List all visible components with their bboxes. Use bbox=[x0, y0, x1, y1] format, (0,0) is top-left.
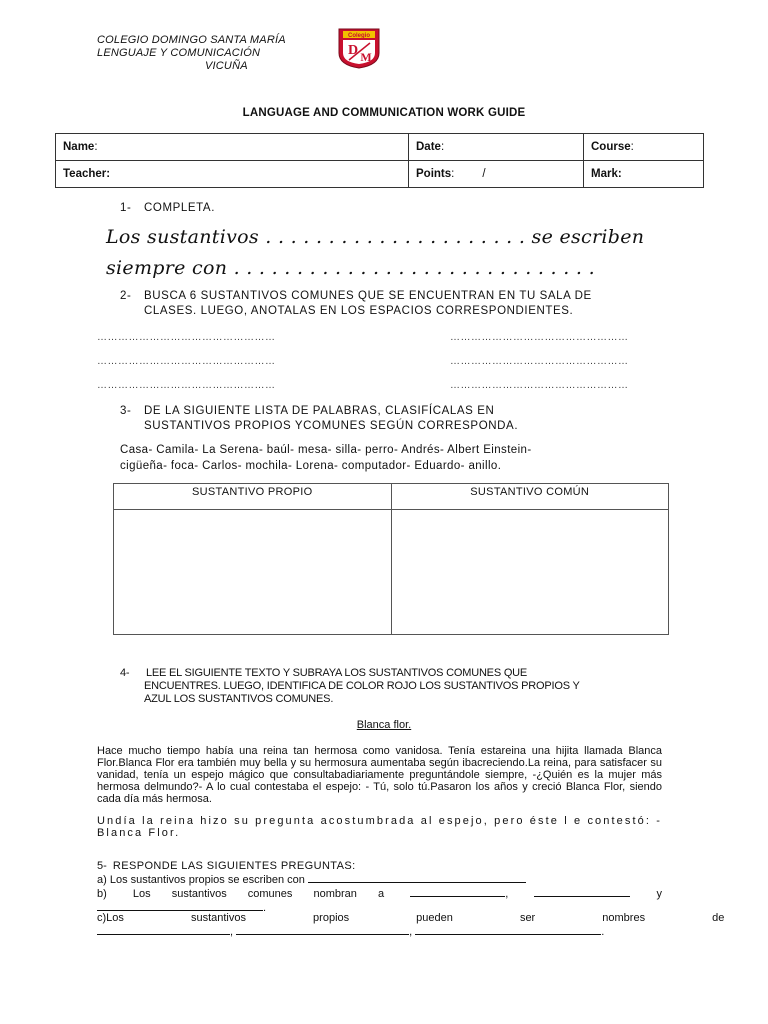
logo-caption: Colegio bbox=[348, 33, 370, 39]
date-label: Date bbox=[416, 141, 441, 153]
question-5a bbox=[97, 873, 526, 887]
answer-blank-6[interactable]: …………………………………………… bbox=[450, 380, 629, 391]
question-5b bbox=[97, 887, 662, 915]
question-5b-text: Los sustantivos comunes nombran a bbox=[132, 888, 385, 900]
word-list-line-1: Casa- Camila- La Serena- baúl- mesa- silla- perro- Andrés- Albert Einstein- bbox=[120, 444, 532, 456]
logo-letter-d: D bbox=[347, 43, 359, 58]
question-3-line-1: DE LA SIGUIENTE LISTA DE PALABRAS, CLASIFÍCALAS EN bbox=[144, 405, 495, 417]
question-5-heading bbox=[97, 860, 356, 873]
school-header bbox=[97, 34, 286, 73]
logo-letter-m: M bbox=[360, 50, 372, 64]
mark-label: Mark: bbox=[591, 168, 622, 180]
word-list bbox=[120, 442, 532, 474]
story-text bbox=[97, 745, 662, 839]
common-nouns-answer-cell[interactable] bbox=[391, 510, 669, 635]
date-cell[interactable]: Date: bbox=[409, 134, 584, 161]
mark-cell[interactable] bbox=[584, 161, 704, 188]
name-label: Name bbox=[63, 141, 95, 153]
question-3-line-2: SUSTANTIVOS PROPIOS YCOMUNES SEGÚN CORRESPONDA. bbox=[144, 420, 519, 432]
q1-line1-start: Los sustantivos bbox=[106, 226, 259, 248]
question-5-number: 5- bbox=[97, 860, 107, 872]
word-list-line-2: cigüeña- foca- Carlos- mochila- Lorena- computador- Eduardo- anillo. bbox=[120, 460, 502, 472]
question-5c-blank-3[interactable] bbox=[415, 925, 601, 935]
question-5c-label: c) bbox=[97, 912, 107, 924]
answer-blank-1[interactable]: …………………………………………… bbox=[97, 332, 276, 343]
comma: , bbox=[505, 888, 509, 900]
question-4-line-2: ENCUENTRES. LUEGO, IDENTIFICA DE COLOR ROJO LOS SUSTANTIVOS PROPIOS Y bbox=[144, 680, 580, 692]
proper-nouns-answer-cell[interactable] bbox=[114, 510, 392, 635]
question-5a-text: a) Los sustantivos propios se escriben con bbox=[97, 874, 305, 886]
question-5-instruction: RESPONDE LAS SIGUIENTES PREGUNTAS: bbox=[112, 860, 356, 872]
comma: , bbox=[409, 926, 413, 938]
teacher-label: Teacher: bbox=[63, 168, 111, 180]
q1-line1-blank[interactable]: . . . . . . . . . . . . . . . . . . . . . bbox=[265, 226, 526, 248]
school-city: VICUÑA bbox=[205, 60, 248, 72]
question-4-line-1: LEE EL SIGUIENTE TEXTO Y SUBRAYA LOS SUSTANTIVOS COMUNES QUE bbox=[146, 667, 528, 679]
school-logo-icon bbox=[336, 27, 382, 69]
points-cell[interactable]: Points: / bbox=[409, 161, 584, 188]
question-5b-label: b) bbox=[97, 888, 107, 900]
points-label: Points bbox=[416, 168, 452, 180]
course-cell[interactable]: Course: bbox=[584, 134, 704, 161]
question-5c bbox=[97, 912, 725, 939]
q1-line2-start: siempre con bbox=[106, 257, 228, 279]
classification-table bbox=[113, 483, 669, 635]
points-slash: / bbox=[482, 168, 486, 180]
answer-blank-4[interactable]: …………………………………………… bbox=[450, 356, 629, 367]
question-4-number: 4- bbox=[120, 667, 130, 679]
question-5c-blank-1[interactable] bbox=[97, 925, 230, 935]
answer-blank-5[interactable]: …………………………………………… bbox=[97, 380, 276, 391]
question-5b-blank-1[interactable] bbox=[410, 887, 505, 897]
period: . bbox=[263, 902, 267, 914]
page-title: LANGUAGE AND COMMUNICATION WORK GUIDE bbox=[242, 107, 526, 119]
story-paragraph-1: Hace mucho tiempo había una reina tan hermosa como vanidosa. Tenía estareina una hijita llamada Blanca Flor.Blanca Flor era también muy bella y su hermosura aumentaba según ibacreciendo.La reina, para satisfacer su vanidad, tenía un espejo mágico que consultabadiariamente preguntándole siempre, -¿Quién es la mujer más hermosa delmundo?- A lo cual contestaba el espejo: - Tú, solo tú.Pasaron los años y creció Blanca Flor, siendo cada día más hermosa. bbox=[97, 745, 662, 805]
course-label: Course bbox=[591, 141, 631, 153]
comma: , bbox=[230, 926, 234, 938]
question-1-instruction: COMPLETA. bbox=[144, 202, 216, 214]
q1-line1-end: se escriben bbox=[531, 226, 645, 248]
question-5c-text: Los sustantivos propios pueden ser nombres de bbox=[106, 912, 725, 924]
question-2-line-2: CLASES. LUEGO, ANOTALAS EN LOS ESPACIOS CORRESPONDIENTES. bbox=[144, 305, 574, 317]
story-paragraph-2: Undía la reina hizo su pregunta acostumbrada al espejo, pero éste l e contestó: -Blanca Flor. bbox=[97, 815, 662, 839]
question-5c-blank-2[interactable] bbox=[236, 925, 409, 935]
answer-blank-2[interactable]: …………………………………………… bbox=[450, 332, 629, 343]
question-3-number: 3- bbox=[120, 405, 132, 417]
question-1-sentence-line-1 bbox=[106, 226, 644, 248]
question-5a-blank[interactable] bbox=[308, 873, 526, 883]
question-4-line-3: AZUL LOS SUSTANTIVOS COMUNES. bbox=[144, 693, 334, 705]
question-5b-blank-2[interactable] bbox=[534, 887, 630, 897]
question-1-sentence-line-2 bbox=[106, 257, 595, 279]
question-2-line-1: BUSCA 6 SUSTANTIVOS COMUNES QUE SE ENCUENTRAN EN TU SALA DE bbox=[144, 290, 592, 302]
q1-line2-blank[interactable]: . . . . . . . . . . . . . . . . . . . . . . . . . . . . . bbox=[233, 257, 595, 279]
school-name: COLEGIO DOMINGO SANTA MARÍA bbox=[97, 34, 286, 46]
teacher-cell[interactable] bbox=[56, 161, 409, 188]
question-5b-blank-3[interactable] bbox=[97, 901, 263, 911]
col-header-proper: SUSTANTIVO PROPIO bbox=[114, 484, 392, 510]
student-info-table bbox=[55, 133, 704, 188]
question-2-number: 2- bbox=[120, 290, 132, 302]
question-1-number: 1- bbox=[120, 202, 132, 214]
story-title: Blanca flor. bbox=[356, 719, 412, 731]
school-subject: LENGUAJE Y COMUNICACIÓN bbox=[97, 47, 261, 59]
col-header-common: SUSTANTIVO COMÚN bbox=[391, 484, 669, 510]
question-5b-and: y bbox=[656, 888, 662, 900]
answer-blank-3[interactable]: …………………………………………… bbox=[97, 356, 276, 367]
period: . bbox=[601, 926, 605, 938]
name-cell[interactable]: Name: bbox=[56, 134, 409, 161]
